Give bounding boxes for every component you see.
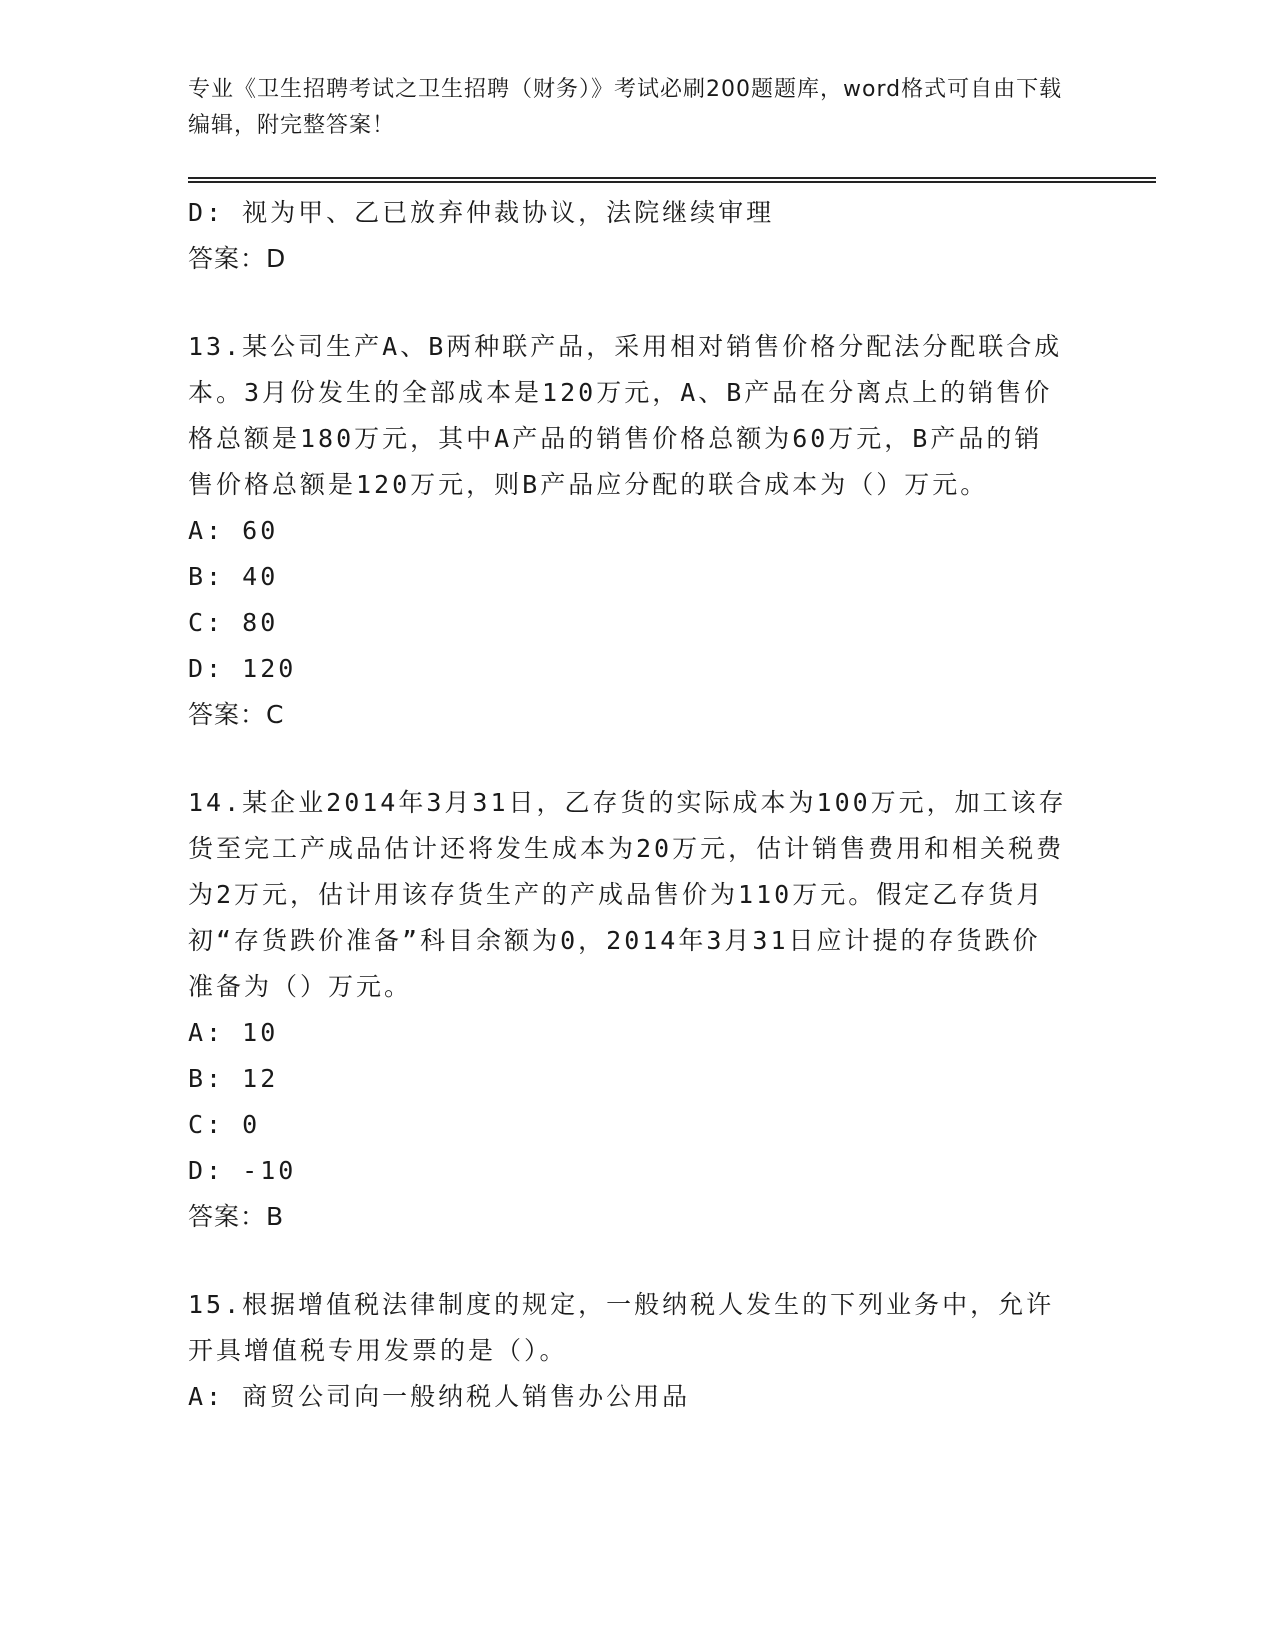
header-divider-bottom: [188, 181, 1156, 183]
question-13: [188, 324, 1068, 738]
question-13-text: 13.某公司生产A、B两种联产品，采用相对销售价格分配法分配联合成本。3月份发生的全部成本是120万元，A、B产品在分离点上的销售价格总额是180万元，其中A产品的销售价格总额为60万元，B产品的销售价格总额是120万元，则B产品应分配的联合成本为（）万元。: [188, 332, 1063, 499]
page-header-title: 专业《卫生招聘考试之卫生招聘（财务）》考试必刷200题题库，word格式可自由下载编辑，附完整答案！: [188, 77, 1063, 138]
question-13-option-c: C: 80: [188, 608, 279, 637]
header-divider-top: [188, 177, 1156, 179]
question-15-text: 15.根据增值税法律制度的规定，一般纳税人发生的下列业务中，允许开具增值税专用发票的是（）。: [188, 1290, 1055, 1365]
question-14: [188, 780, 1068, 1240]
question-13-answer: 答案：C: [188, 700, 285, 729]
question-13-option-a: A: 60: [188, 516, 279, 545]
question-13-option-b: B: 40: [188, 562, 279, 591]
question-14-option-b: B: 12: [188, 1064, 279, 1093]
question-15-option-a: A: 商贸公司向一般纳税人销售办公用品: [188, 1382, 691, 1411]
question-13-option-d: D: 120: [188, 654, 297, 683]
question-14-option-c: C: 0: [188, 1110, 261, 1139]
question-14-option-a: A: 10: [188, 1018, 279, 1047]
document-body: [188, 190, 1068, 1420]
prev-option-d: D: 视为甲、乙已放弃仲裁协议，法院继续审理: [188, 198, 775, 227]
question-14-answer: 答案：B: [188, 1202, 285, 1231]
prev-answer: 答案：D: [188, 244, 287, 273]
question-15: [188, 1282, 1068, 1420]
question-14-text: 14.某企业2014年3月31日，乙存货的实际成本为100万元，加工该存货至完工产成品估计还将发生成本为20万元，估计销售费用和相关税费为2万元，估计用该存货生产的产成品售价为110万元。假定乙存货月初“存货跌价准备”科目余额为0，2014年3月31日应计提的存货跌价准备为（）万元。: [188, 788, 1067, 1001]
question-14-option-d: D: -10: [188, 1156, 297, 1185]
